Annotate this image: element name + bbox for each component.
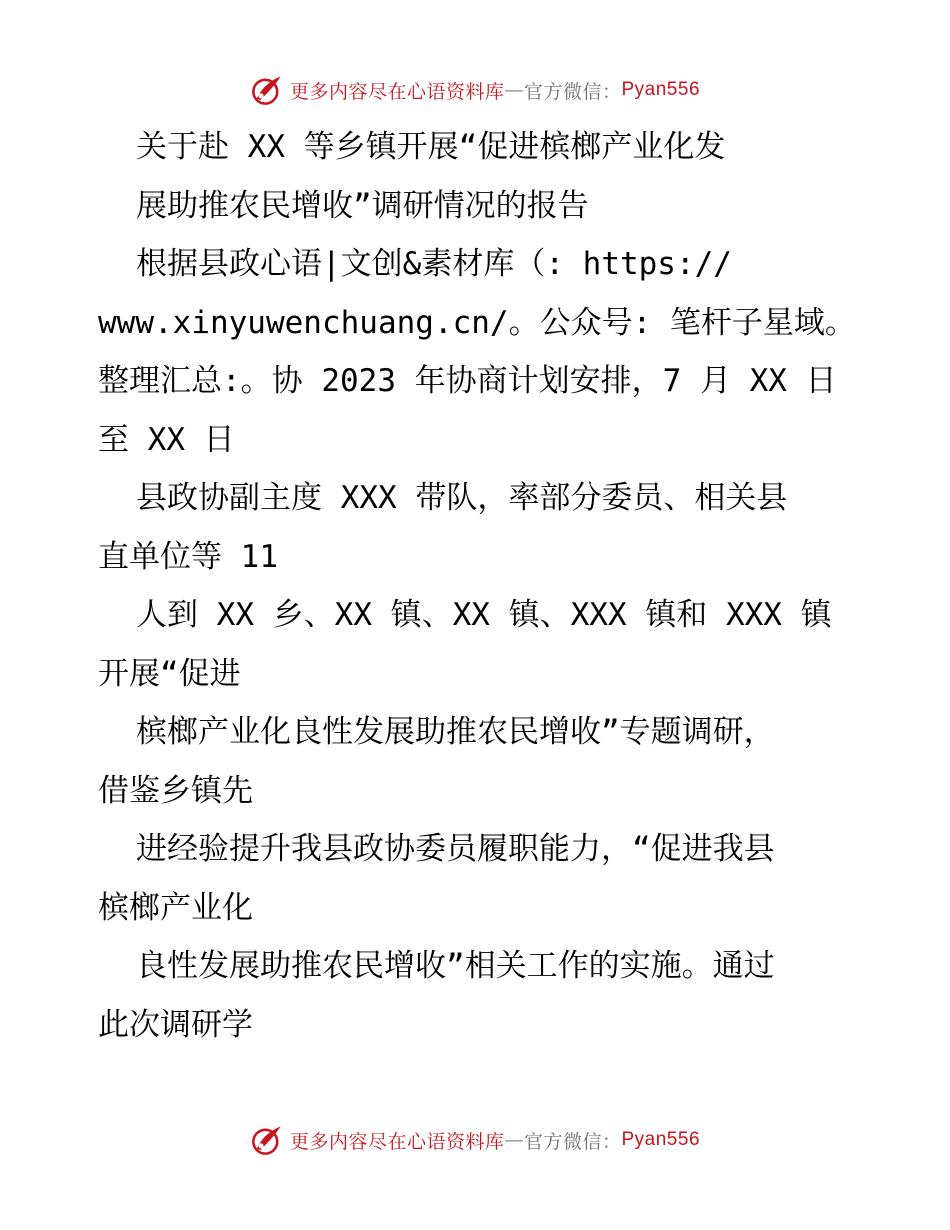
- watermark-official-text: 官方微信：: [523, 1130, 622, 1153]
- brush-logo-icon: [250, 73, 284, 107]
- header-watermark: [0, 70, 950, 110]
- watermark-wechat-id: Pyan556: [621, 79, 701, 100]
- body-line: 整理汇总:。协 2023 年协商计划安排，7 月 XX 日: [98, 363, 837, 399]
- body-line: 直单位等 11: [98, 538, 278, 575]
- footer-watermark: [0, 1120, 950, 1160]
- body-line: 根据县政心语|文创&素材库（: https://: [136, 246, 732, 282]
- body-line: 开展“促进: [98, 655, 241, 692]
- title-line-2: 展助推农民增收”调研情况的报告: [136, 187, 589, 224]
- body-line: 借鉴乡镇先: [98, 772, 253, 809]
- watermark-wechat-id: Pyan556: [621, 1129, 701, 1150]
- watermark-main-text: 更多内容尽在心语资料库: [289, 80, 505, 103]
- watermark-dash: —: [504, 1129, 524, 1151]
- body-line: 此次调研学: [98, 1006, 253, 1043]
- body-line: 槟榔产业化: [98, 889, 253, 926]
- title-line-1: 关于赴 XX 等乡镇开展“促进槟榔产业化发: [136, 129, 726, 165]
- body-line: 县政协副主度 XXX 带队，率部分委员、相关县: [136, 480, 788, 516]
- brush-logo-icon: [250, 1123, 284, 1157]
- document-body: [98, 118, 858, 1054]
- body-line: 人到 XX 乡、XX 镇、XX 镇、XXX 镇和 XXX 镇: [136, 597, 832, 633]
- watermark-dash: —: [504, 79, 524, 101]
- body-line: 至 XX 日: [98, 421, 235, 458]
- body-line: 良性发展助推农民增收”相关工作的实施。通过: [136, 948, 775, 984]
- body-line: 进经验提升我县政协委员履职能力，“促进我县: [136, 831, 775, 867]
- watermark-main-text: 更多内容尽在心语资料库: [289, 1130, 505, 1153]
- body-line: www.xinyuwenchuang.cn/。公众号: 笔杆子星域。: [98, 304, 856, 341]
- watermark-official-text: 官方微信：: [523, 80, 622, 103]
- body-line: 槟榔产业化良性发展助推农民增收”专题调研，: [136, 714, 775, 750]
